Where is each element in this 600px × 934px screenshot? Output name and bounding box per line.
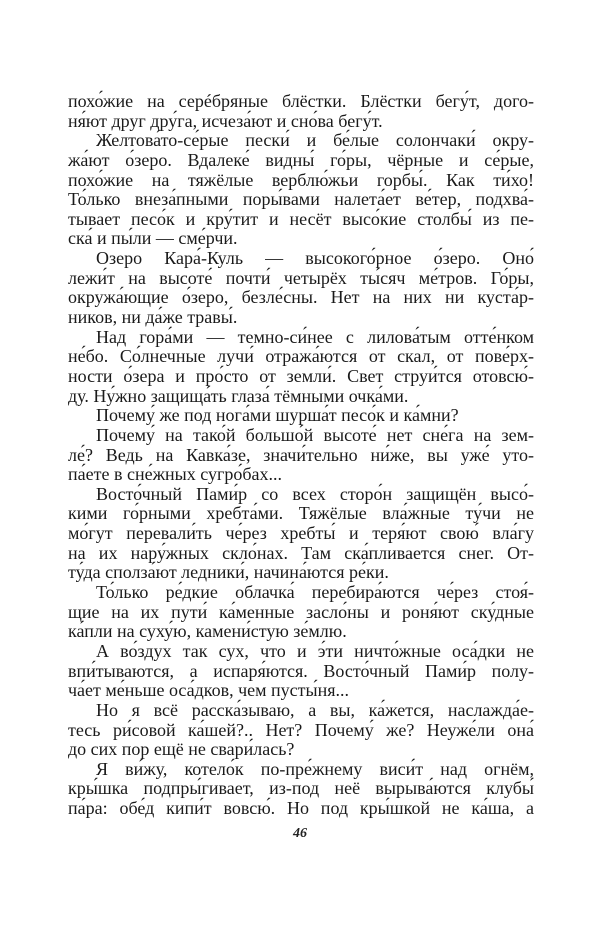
text-line: кими го́рными хребта́ми. Тяжёлые вла́жные ту́чи не [68, 503, 534, 524]
paragraph [68, 701, 534, 760]
text-line: Почему́ на тако́й большо́й высоте́ нет сне́га на зем- [96, 424, 534, 445]
text-line: ту́да сполза́ют ледники́, начина́ются ре́ки. [68, 562, 389, 583]
text-line: жа́ют о́зеро. Вдалеке́ видны́ го́ры, чёрные и се́рые, [68, 149, 534, 170]
text-line: тесь ри́совой ка́шей?.. Нет? Почему́ же? Неуже́ли она́ [68, 719, 534, 740]
text-line: ча́ет ме́ньше оса́дков, чем пусты́ня... [68, 680, 350, 701]
text-line: кры́шка подпры́гивает, из-под неё вырыва́ются клубы́ [68, 778, 534, 799]
text-line: похо́жие на тяжёлые верблю́жьи горбы́. Как ти́хо! [68, 169, 534, 190]
text-line: до сих пор ещё не свари́лась? [68, 739, 295, 760]
text-line: ня́ют друг дру́га, исчеза́ют и сно́ва бегу́т. [68, 110, 383, 131]
text-line: щие на их пути́ ка́менные засло́ны и роня́ют ску́дные [68, 601, 534, 622]
text-line: ка́пли на суху́ю, камени́стую зе́млю. [68, 621, 347, 642]
text-line: па́ра: обе́д кипи́т вовсю́. Но под кры́шкой не ка́ша, а [68, 798, 534, 819]
text-line: мо́гут перевали́ть че́рез хребты́ и теря́ют свою́ вла́гу [68, 523, 534, 544]
text-line: тывает песо́к и кру́тит и несёт высо́кие столбы́ из пе- [68, 208, 534, 229]
text-line: Я ви́жу, котело́к по-пре́жнему виси́т над огнём, [96, 758, 534, 779]
page-number: 46 [293, 826, 307, 841]
text-line: окружа́ющие о́зеро, безле́сны. Нет на них ни куста́р- [68, 287, 534, 308]
text-line: ников, ни да́же травы́. [68, 307, 238, 328]
text-line: ности о́зера и про́сто от земли́. Свет струи́тся отовсю́- [68, 365, 534, 386]
text-line: Над гора́ми — темно-си́нее с лилова́тым отте́нком [96, 326, 534, 347]
text-line: лежи́т на высоте́ почти́ четырёх ты́сяч ме́тров. Го́ры, [68, 267, 534, 288]
text-line: не́бо. Со́лнечные лучи́ отража́ются от скал, от пове́рх- [68, 346, 534, 367]
text-line: ле́? Ведь на Кавка́зе, значи́тельно ни́же, вы уже́ уто- [68, 444, 534, 465]
text-line: на их нару́жных скло́нах. Там ска́пливается снег. От- [68, 542, 534, 563]
text-line: ду. Ну́жно защища́ть глаза́ тёмными очка́ми. [68, 385, 409, 406]
paragraph [68, 328, 534, 407]
text-line: А во́здух так сух, что и э́ти ничто́жные оса́дки не [96, 640, 534, 661]
text-line: ска́ и пы́ли — сме́рчи. [68, 228, 238, 249]
paragraph [68, 760, 534, 819]
book-page-text [68, 92, 534, 819]
text-line: впи́тываются, а испаря́ются. Восто́чный Пами́р полу- [68, 660, 534, 681]
paragraph [68, 249, 534, 328]
paragraph [68, 642, 534, 701]
text-line: Желтова́то-се́рые пески́ и бе́лые солончаки́ окру- [96, 130, 534, 151]
paragraph [68, 406, 534, 426]
text-line: То́лько внеза́пными поры́вами налета́ет ве́тер, подхва́- [68, 189, 534, 210]
text-line: Но я всё расска́зываю, а вы, ка́жется, наслажда́е- [96, 699, 534, 720]
text-line: па́ете в сне́жных сугро́бах... [68, 464, 283, 485]
text-line: похо́жие на серéбряные блёстки. Блёстки бегу́т, дого- [68, 91, 534, 111]
text-line: Восто́чный Пами́р со всех сторо́н защищён высо́- [96, 483, 534, 504]
paragraph [68, 92, 534, 131]
paragraph [68, 426, 534, 485]
text-line: Почему́ же под нога́ми шурша́т песо́к и ка́мни? [96, 405, 459, 426]
text-line: То́лько ре́дкие облачка́ перебира́ются че́рез стоя́- [96, 582, 534, 603]
text-line: Озеро Кара́-Куль — высокого́рное о́зеро. Оно́ [96, 248, 534, 269]
paragraph [68, 485, 534, 583]
paragraph [68, 131, 534, 249]
paragraph [68, 583, 534, 642]
